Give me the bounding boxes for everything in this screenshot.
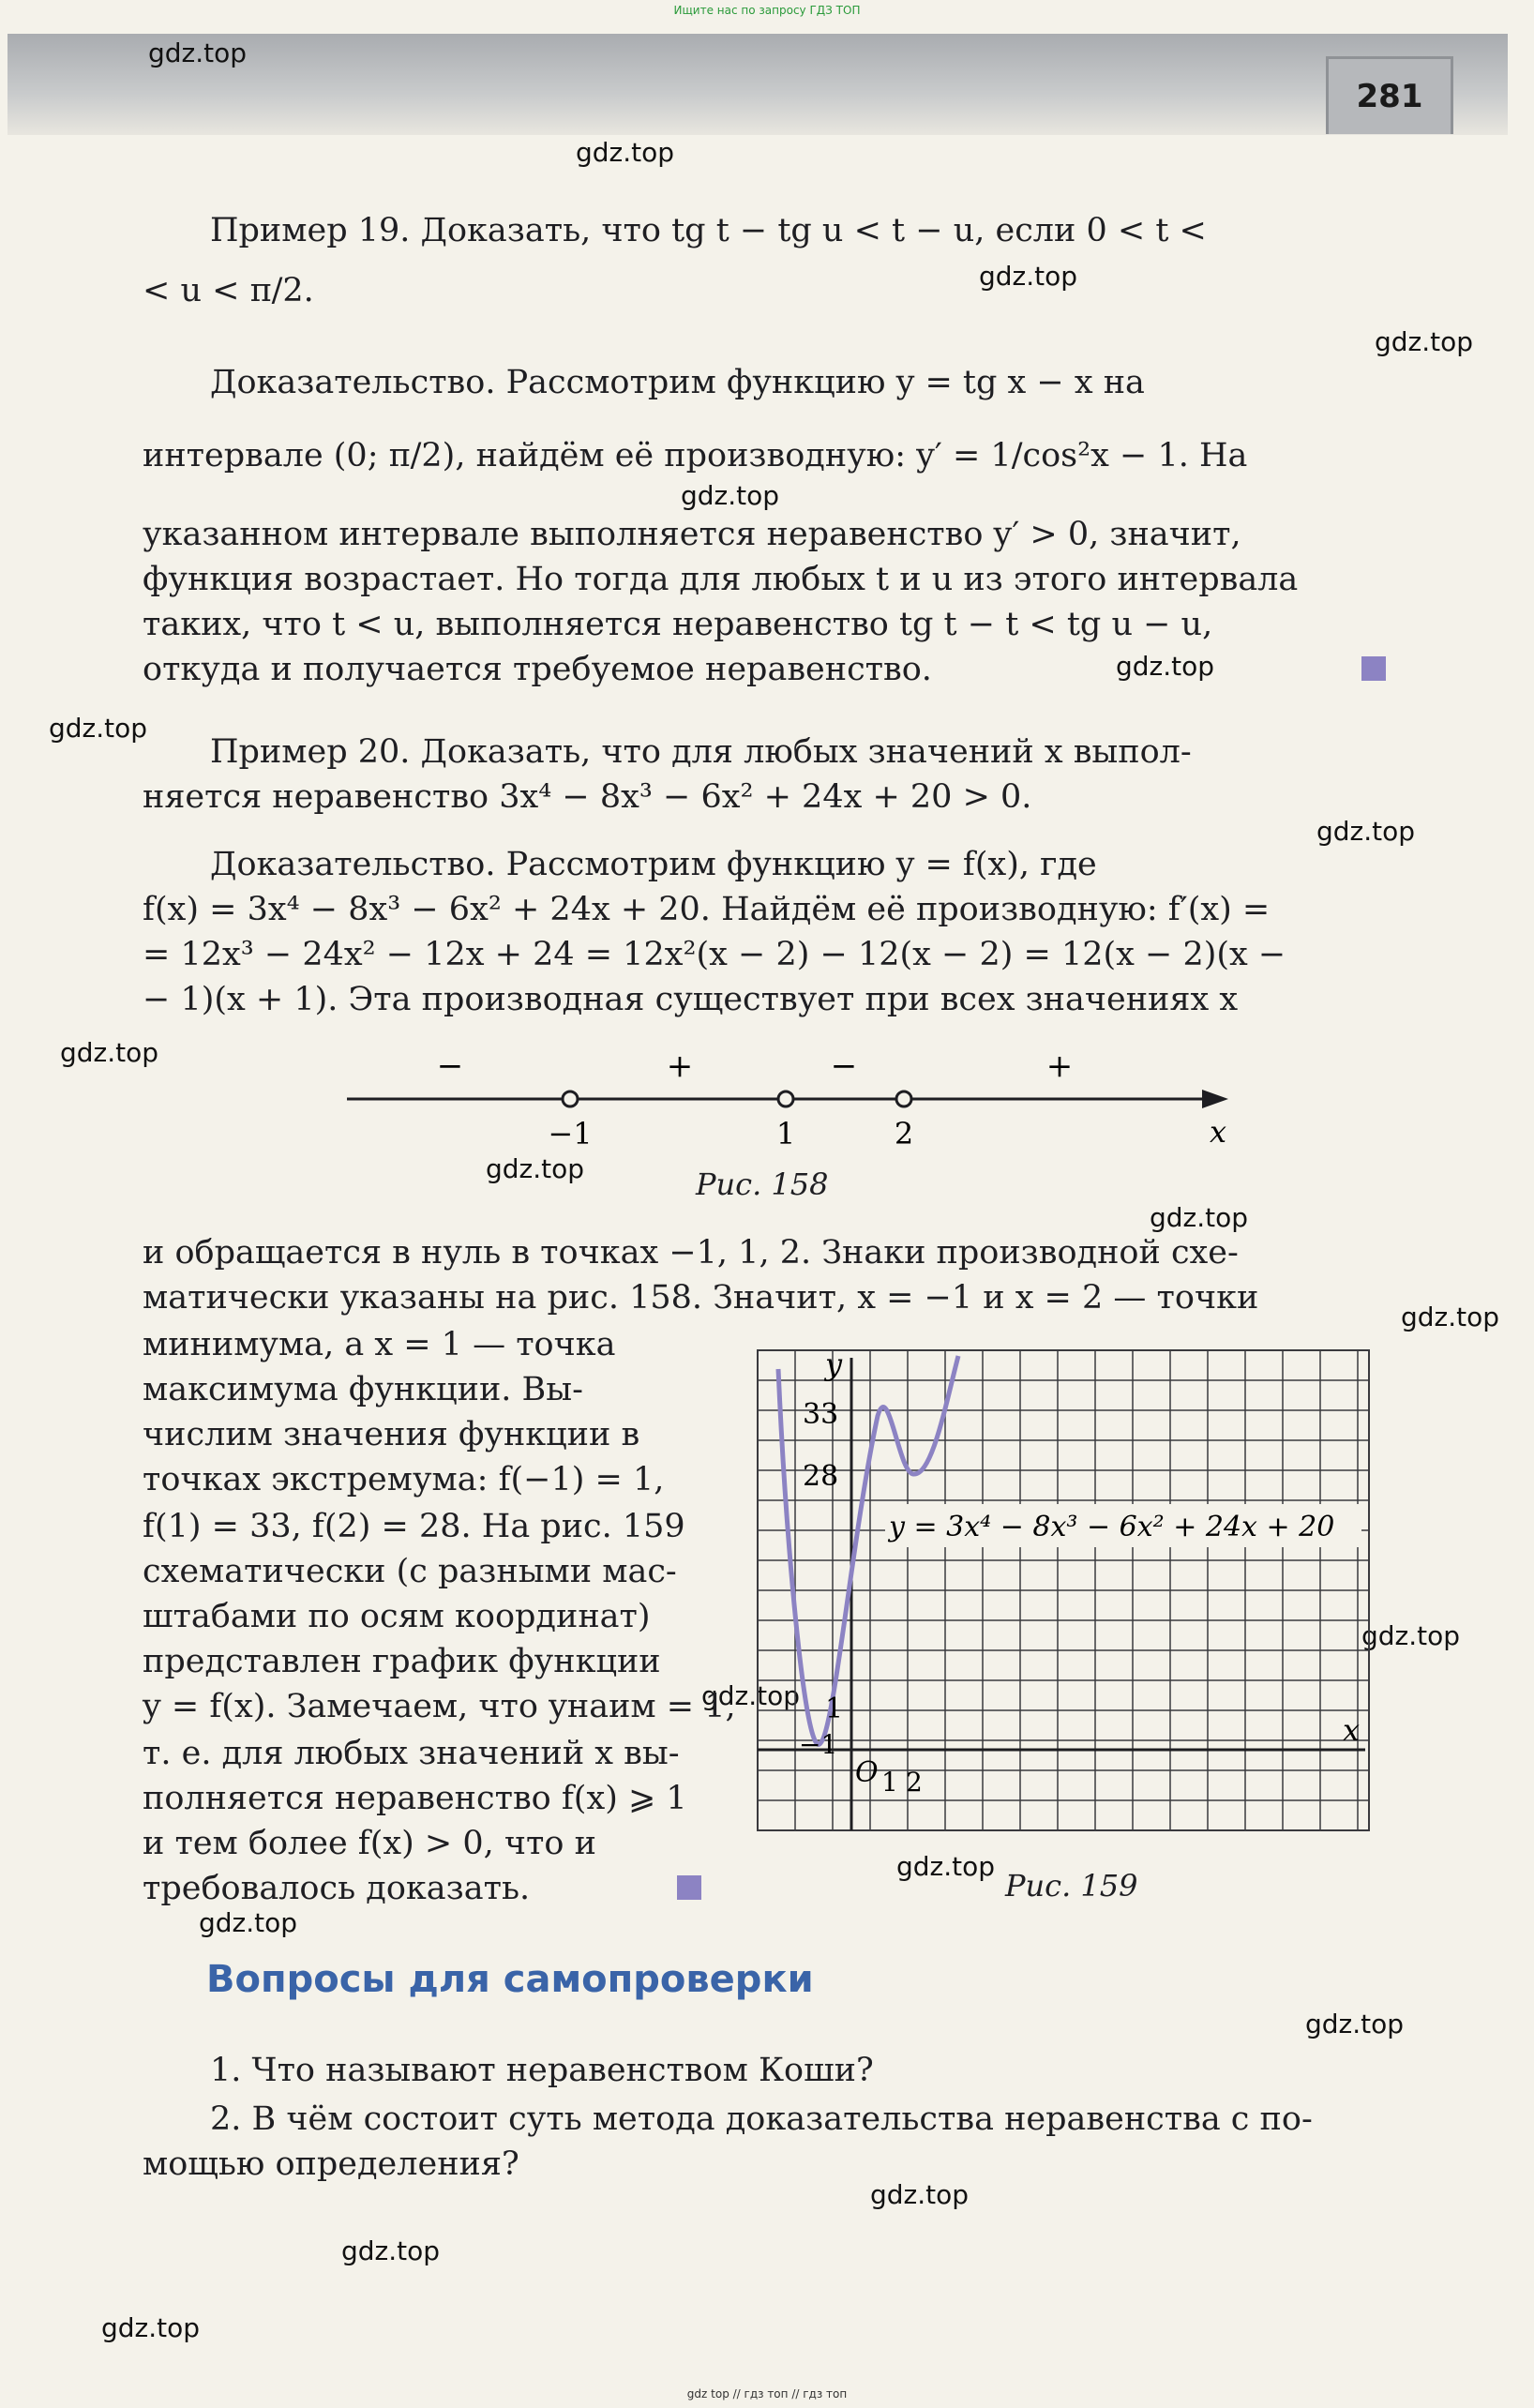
questions-title: Вопросы для самопроверки bbox=[206, 1958, 814, 2001]
sign-3: − bbox=[830, 1047, 858, 1085]
figure-159-caption: Рис. 159 bbox=[1005, 1868, 1138, 1904]
ex19-paragraph-3: указанном интервале выполняется неравенство y′ > 0, значит, bbox=[143, 516, 1241, 553]
ex20-paragraph-14: представлен график функции bbox=[143, 1643, 661, 1680]
watermark: gdz.top bbox=[1150, 1202, 1249, 1233]
watermark: gdz.top bbox=[1375, 326, 1474, 357]
point-2 bbox=[896, 1091, 911, 1106]
y-axis-label: y bbox=[825, 1347, 843, 1382]
question-2-cont: мощью определения? bbox=[143, 2145, 519, 2183]
ex19-paragraph-4: функция возрастает. Но тогда для любых t и u из этого интервала bbox=[143, 561, 1299, 598]
ex20-line-2: няется неравенство 3x⁴ − 8x³ − 6x² + 24x + 20 > 0. bbox=[143, 778, 1032, 816]
formula-label: y = 3x⁴ − 8x³ − 6x² + 24x + 20 bbox=[889, 1511, 1335, 1543]
question-1: 1. Что называют неравенством Коши? bbox=[210, 2052, 874, 2089]
x-axis-label: x bbox=[1343, 1712, 1361, 1748]
qed-square bbox=[1361, 656, 1386, 681]
sign-1: − bbox=[436, 1047, 464, 1085]
watermark: gdz.top bbox=[681, 480, 780, 511]
figure-158-caption: Рис. 158 bbox=[696, 1166, 829, 1202]
qed-square bbox=[677, 1875, 701, 1900]
question-2: 2. В чём состоит суть метода доказательства неравенства с по- bbox=[210, 2100, 1313, 2138]
tick-label-1: 1 bbox=[775, 1116, 796, 1151]
ex20-paragraph-5: и обращается в нуль в точках −1, 1, 2. Знаки производной схе- bbox=[143, 1234, 1239, 1272]
ex20-paragraph-9: числим значения функции в bbox=[143, 1416, 640, 1453]
ex20-paragraph-8: максимума функции. Вы- bbox=[143, 1371, 583, 1408]
watermark: gdz.top bbox=[148, 38, 248, 68]
ex20-paragraph-4: − 1)(x + 1). Эта производная существует при всех значениях x bbox=[143, 981, 1239, 1018]
ex19-paragraph-6: откуда и получается требуемое неравенство. bbox=[143, 651, 932, 688]
ex20-paragraph-13: штабами по осям координат) bbox=[143, 1598, 651, 1635]
figure-159 bbox=[758, 1347, 1376, 1838]
ex20-paragraph-18: и тем более f(x) > 0, что и bbox=[143, 1825, 596, 1862]
watermark: gdz.top bbox=[1116, 651, 1215, 682]
y-tick-28: 28 bbox=[803, 1460, 839, 1493]
tick-label-minus-1: −1 bbox=[548, 1116, 593, 1151]
ex20-paragraph-12: схематически (с разными мас- bbox=[143, 1553, 677, 1590]
point-minus-1 bbox=[563, 1091, 578, 1106]
watermark: gdz.top bbox=[701, 1680, 801, 1711]
ex20-paragraph-2: f(x) = 3x⁴ − 8x³ − 6x² + 24x + 20. Найдём её производную: f′(x) = bbox=[143, 891, 1271, 928]
watermark: gdz.top bbox=[341, 2235, 441, 2266]
ex20-paragraph-11: f(1) = 33, f(2) = 28. На рис. 159 bbox=[143, 1508, 685, 1545]
ex20-paragraph-6: матически указаны на рис. 158. Значит, x = −1 и x = 2 — точки bbox=[143, 1279, 1259, 1317]
ex19-line-1: Пример 19. Доказать, что tg t − tg u < t − u, если 0 < t < bbox=[210, 212, 1207, 249]
watermark: gdz.top bbox=[870, 2179, 970, 2210]
watermark: gdz.top bbox=[1401, 1302, 1500, 1332]
axis-label-x: x bbox=[1210, 1114, 1227, 1150]
axis-arrow bbox=[1202, 1090, 1228, 1108]
watermark: gdz.top bbox=[486, 1153, 585, 1184]
ex19-paragraph-2: интервале (0; π/2), найдём её производную: y′ = 1/cos²x − 1. На bbox=[143, 437, 1248, 474]
watermark: gdz.top bbox=[49, 713, 148, 744]
top-note: Ищите нас по запросу ГДЗ ТОП bbox=[673, 4, 861, 17]
sign-4: + bbox=[1045, 1047, 1074, 1085]
watermark: gdz.top bbox=[101, 2312, 201, 2343]
ex19-line-2: < u < π/2. bbox=[143, 272, 314, 309]
bottom-note: gdz top // гдз топ // гдз топ bbox=[686, 2387, 848, 2400]
sign-2: + bbox=[666, 1047, 694, 1085]
watermark: gdz.top bbox=[576, 137, 675, 168]
ex20-paragraph-7: минимума, а x = 1 — точка bbox=[143, 1326, 616, 1363]
watermark: gdz.top bbox=[1305, 2009, 1405, 2039]
watermark: gdz.top bbox=[979, 261, 1078, 292]
ex19-paragraph-5: таких, что t < u, выполняется неравенство tg t − t < tg u − u, bbox=[143, 606, 1213, 643]
ex20-paragraph-17: полняется неравенство f(x) ⩾ 1 bbox=[143, 1780, 687, 1817]
page-number: 281 bbox=[1326, 56, 1453, 134]
origin-label: O bbox=[855, 1756, 879, 1789]
x-tick-1: 1 bbox=[881, 1767, 898, 1798]
tick-label-2: 2 bbox=[894, 1116, 914, 1151]
point-1 bbox=[778, 1091, 793, 1106]
ex19-paragraph-1: Доказательство. Рассмотрим функцию y = tg x − x на bbox=[210, 364, 1145, 401]
figure-158 bbox=[338, 1047, 1238, 1163]
watermark: gdz.top bbox=[199, 1907, 298, 1938]
ex20-paragraph-10: точках экстремума: f(−1) = 1, bbox=[143, 1461, 665, 1498]
y-tick-1: 1 bbox=[825, 1693, 844, 1725]
watermark: gdz.top bbox=[60, 1037, 159, 1068]
x-tick-2: 2 bbox=[906, 1767, 923, 1798]
ex20-paragraph-1: Доказательство. Рассмотрим функцию y = f(x), где bbox=[210, 846, 1097, 883]
watermark: gdz.top bbox=[1361, 1620, 1461, 1651]
ex20-paragraph-3: = 12x³ − 24x² − 12x + 24 = 12x²(x − 2) − 12(x − 2) = 12(x − 2)(x − bbox=[143, 936, 1286, 973]
ex20-line-1: Пример 20. Доказать, что для любых значений x выпол- bbox=[210, 733, 1192, 771]
ex20-paragraph-19: требовалось доказать. bbox=[143, 1870, 531, 1907]
watermark: gdz.top bbox=[1316, 816, 1416, 847]
x-tick-minus-1: −1 bbox=[799, 1729, 838, 1760]
y-tick-33: 33 bbox=[803, 1398, 839, 1431]
ex20-paragraph-16: т. е. для любых значений x вы- bbox=[143, 1735, 680, 1772]
ex20-paragraph-15: y = f(x). Замечаем, что yнаим = 1, bbox=[143, 1688, 736, 1725]
watermark: gdz.top bbox=[896, 1851, 996, 1882]
